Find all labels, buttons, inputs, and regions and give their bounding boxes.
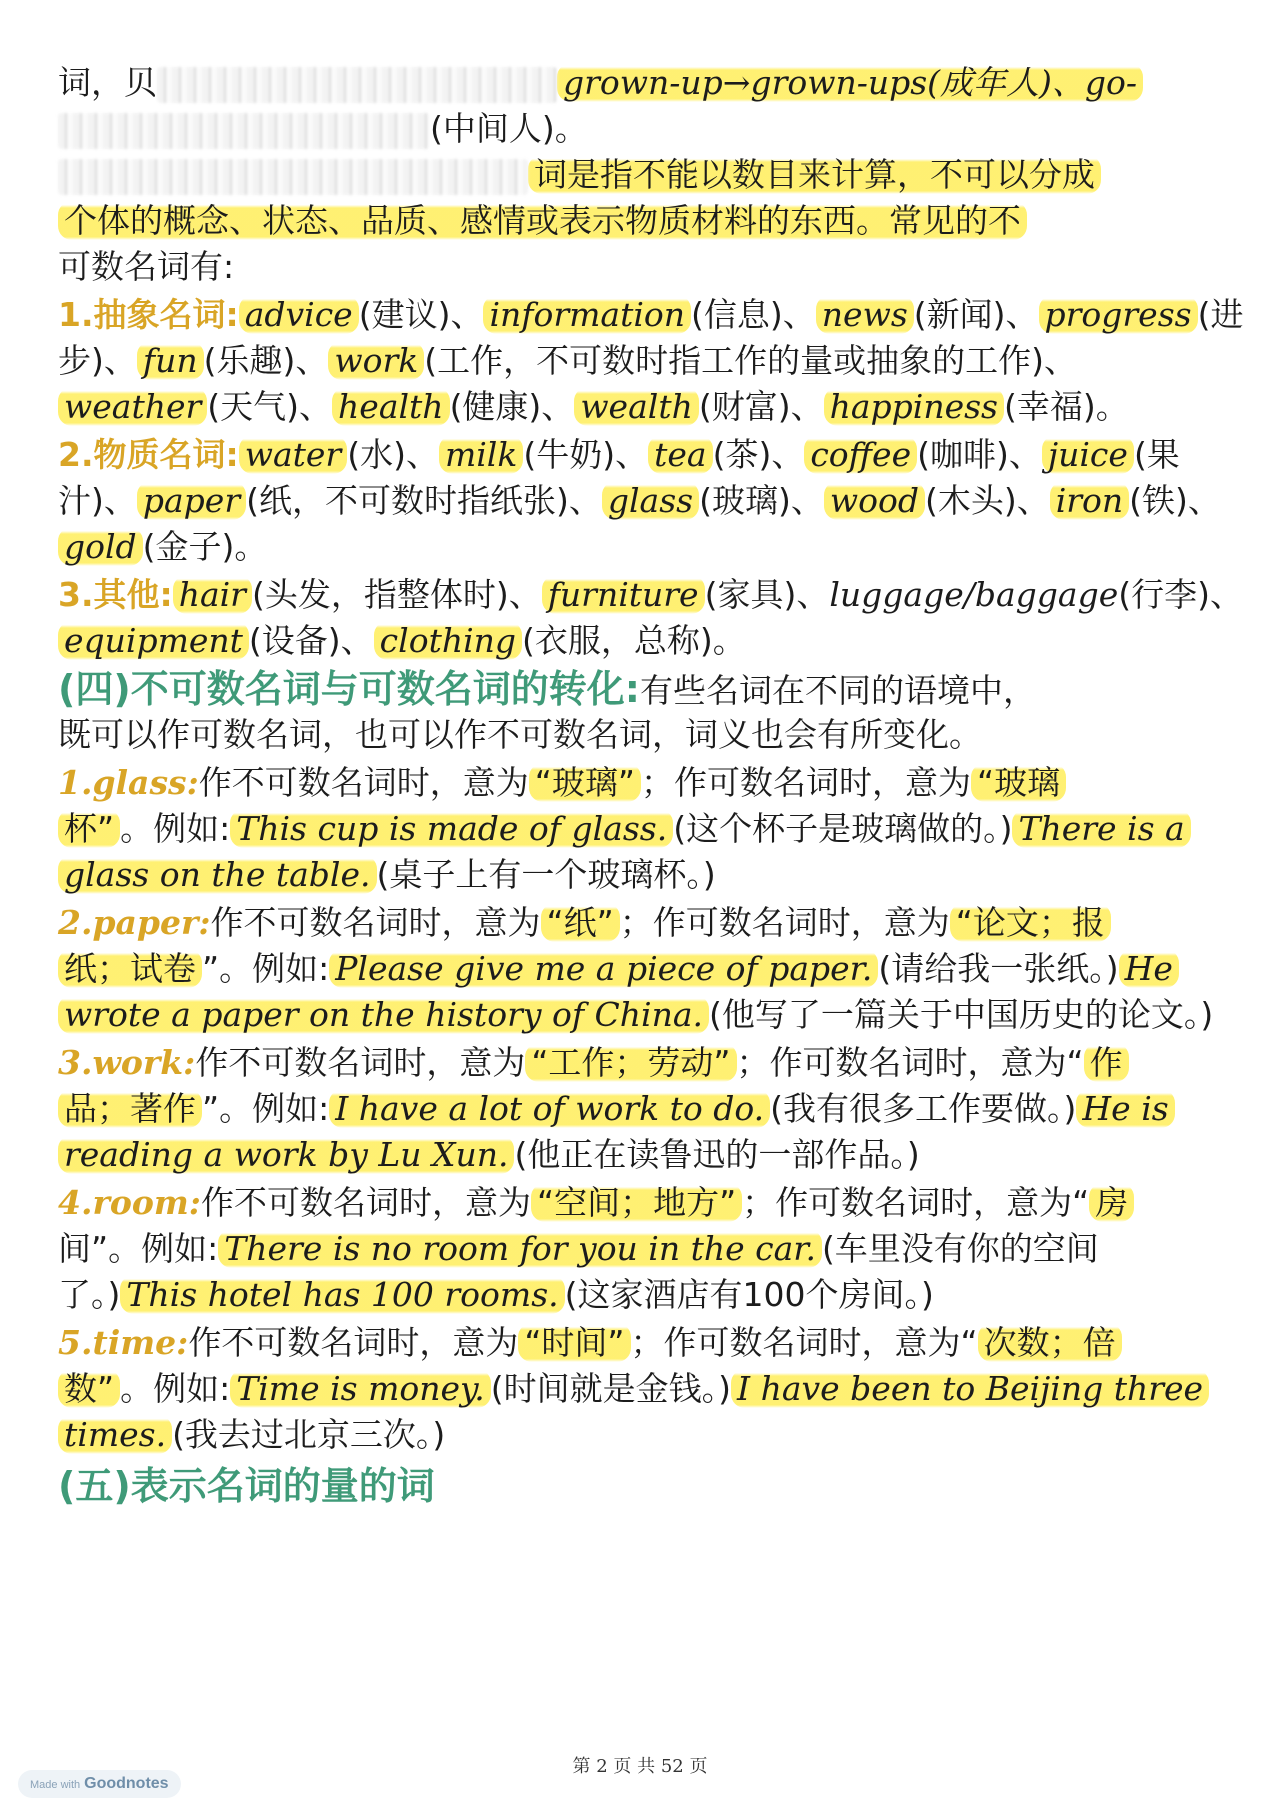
abstract-nouns-line [58, 290, 1244, 340]
example-highlight: Time is money. [230, 1369, 491, 1408]
translation-text: 了。) [58, 1275, 121, 1314]
word-highlight: paper [137, 481, 246, 520]
glass-entry [58, 758, 1228, 808]
word-highlight: information [483, 295, 691, 334]
text-fragment: (牛奶)、 [523, 435, 649, 474]
text-fragment: ；作可数名词时，意为 [619, 903, 950, 942]
glass-entry [58, 804, 1228, 854]
meaning-text: 间” [58, 1229, 109, 1268]
word-highlight: iron [1050, 481, 1129, 520]
word-highlight: coffee [804, 435, 917, 474]
entry-label: 4.room: [58, 1183, 201, 1222]
example-highlight: This hotel has 100 rooms. [120, 1275, 564, 1314]
text-fragment: 作不可数名词时，意为 [200, 1183, 531, 1222]
meaning-highlight: 杯” [58, 809, 120, 848]
material-nouns-line [58, 522, 1228, 572]
meaning-highlight: “时间” [518, 1323, 630, 1362]
text-fragment: (咖啡)、 [917, 435, 1042, 474]
room-entry [58, 1224, 1228, 1274]
text-fragment: 。例如: [120, 809, 231, 848]
text-fragment: (建议)、 [358, 295, 484, 334]
redacted-area [58, 159, 528, 195]
badge-brand: Goodnotes [84, 1775, 169, 1792]
word-highlight: wealth [574, 387, 699, 426]
section-number: 2.物质名词: [58, 435, 239, 474]
example-highlight: There is no room for you in the car. [218, 1229, 822, 1268]
text-fragment: 词，贝 [58, 63, 157, 102]
text-fragment: (设备)、 [248, 621, 374, 660]
text-fragment: 作不可数名词时，意为 [210, 903, 541, 942]
text-fragment: (玻璃)、 [699, 481, 824, 520]
example-highlight: There is a [1012, 809, 1190, 848]
text-line [58, 104, 1228, 154]
section-number: 3.其他: [58, 575, 173, 614]
text-line [58, 58, 1228, 108]
section-number: 1.抽象名词: [58, 295, 239, 334]
text-fragment: 有些名词在不同的语境中， [639, 671, 1036, 710]
meaning-highlight: 房 [1089, 1183, 1134, 1222]
translation-text: (这家酒店有100个房间。) [564, 1275, 934, 1314]
text-fragment: (健康)、 [449, 387, 575, 426]
translation-text: (我去过北京三次。) [172, 1415, 446, 1454]
text-fragment: (新闻)、 [913, 295, 1039, 334]
text-fragment: ；作可数名词时，意为“ [630, 1323, 978, 1362]
goodnotes-badge [18, 1770, 181, 1798]
meaning-highlight: “玻璃” [529, 763, 641, 802]
example-highlight: wrote a paper on the history of China. [58, 995, 709, 1034]
text-fragment: (家具)、 [704, 575, 830, 614]
text-fragment: ；作可数名词时，意为 [641, 763, 971, 802]
example-highlight: He is [1076, 1089, 1174, 1128]
entry-label: 2.paper: [58, 903, 211, 942]
text-fragment: (衣服，总称)。 [522, 621, 746, 660]
text-fragment: 可数名词有: [58, 247, 235, 286]
room-entry [58, 1270, 1228, 1320]
work-entry [58, 1130, 1228, 1180]
meaning-highlight: “纸” [541, 903, 620, 942]
translation-text: (他正在读鲁迅的一部作品。) [514, 1135, 920, 1174]
glass-entry [58, 850, 1228, 900]
text-fragment: (乐趣)、 [203, 341, 329, 380]
page-footer: 第 2 页 共 52 页 [572, 1756, 708, 1777]
word-highlight: glass [602, 481, 699, 520]
word-highlight: tea [648, 435, 712, 474]
meaning-highlight: “工作；劳动” [525, 1043, 736, 1082]
word-highlight: gold [58, 527, 143, 566]
text-fragment: 汁)、 [58, 481, 137, 520]
badge-made-with: Made with [30, 1779, 81, 1791]
word-highlight: health [332, 387, 450, 426]
text-fragment: 作不可数名词时，意为 [195, 1043, 526, 1082]
translation-text: (他写了一篇关于中国历史的论文。) [709, 995, 1214, 1034]
word-highlight: water [239, 435, 348, 474]
word-highlight: weather [58, 387, 207, 426]
text-fragment: (纸，不可数时指纸张)、 [246, 481, 602, 520]
text-fragment: 作不可数名词时，意为 [188, 1323, 519, 1362]
text-fragment: 作不可数名词时，意为 [198, 763, 529, 802]
example-highlight: Please give me a piece of paper. [329, 949, 878, 988]
entry-label: 5.time: [58, 1323, 189, 1362]
word-highlight: clothing [374, 621, 522, 660]
text-line [58, 150, 1228, 200]
translation-text: (我有很多工作要做。) [770, 1089, 1077, 1128]
work-entry [58, 1084, 1228, 1134]
word-highlight: wood [824, 481, 925, 520]
entry-label: 1.glass: [58, 763, 199, 802]
text-fragment: (行李)、 [1118, 575, 1243, 614]
word-text: luggage/baggage [829, 575, 1119, 614]
text-fragment: ；作可数名词时，意为“ [736, 1043, 1084, 1082]
text-fragment: (信息)、 [691, 295, 816, 334]
text-fragment: (工作，不可数时指工作的量或抽象的工作)、 [424, 341, 1077, 380]
text-fragment: 步)、 [58, 341, 137, 380]
word-highlight: progress [1039, 295, 1198, 334]
text-fragment: (木头)、 [924, 481, 1050, 520]
time-entry [58, 1410, 1228, 1460]
entry-label: 3.work: [58, 1043, 196, 1082]
abstract-nouns-line [58, 336, 1228, 386]
word-highlight: hair [173, 575, 252, 614]
translation-text: (时间就是金钱。) [490, 1369, 732, 1408]
meaning-highlight: 品；著作 [58, 1089, 202, 1128]
text-fragment: (铁)、 [1129, 481, 1221, 520]
text-fragment: (头发，指整体时)、 [251, 575, 542, 614]
word-highlight: juice [1042, 435, 1134, 474]
meaning-highlight: 纸；试卷 [58, 949, 202, 988]
word-highlight: furniture [542, 575, 705, 614]
section-heading-5 [58, 1458, 1228, 1516]
heading-label: (四)不可数名词与可数名词的转化: [58, 667, 640, 711]
time-entry [58, 1318, 1228, 1368]
meaning-highlight: “空间；地方” [531, 1183, 742, 1222]
meaning-highlight: “论文；报 [950, 903, 1111, 942]
example-highlight: times. [58, 1415, 172, 1454]
text-line [58, 710, 1228, 760]
other-nouns-line [58, 616, 1228, 666]
material-nouns-line [58, 430, 1228, 480]
text-line [58, 242, 1228, 292]
translation-text: (这个杯子是玻璃做的。) [673, 809, 1013, 848]
example-highlight: grown-up→grown-ups(成年人)、go- [557, 63, 1143, 102]
definition-highlight: 个体的概念、状态、品质、感情或表示物质材料的东西。常见的不 [58, 201, 1027, 240]
redacted-area [58, 113, 430, 149]
meaning-highlight: “玻璃 [971, 763, 1066, 802]
text-fragment: (幸福)。 [1003, 387, 1129, 426]
time-entry [58, 1364, 1228, 1414]
text-fragment: ；作可数名词时，意为“ [742, 1183, 1090, 1222]
text-fragment: (金子)。 [142, 527, 268, 566]
heading-label: (五)表示名词的量的词 [58, 1464, 435, 1508]
meaning-highlight: 数” [58, 1369, 120, 1408]
paper-entry [58, 944, 1228, 994]
translation-text: (桌子上有一个玻璃杯。) [376, 855, 716, 894]
text-fragment: (天气)、 [207, 387, 333, 426]
translation-text: (请给我一张纸。) [878, 949, 1119, 988]
translation-text: (车里没有你的空间 [821, 1229, 1099, 1268]
text-fragment: (茶)、 [712, 435, 805, 474]
text-fragment: (果 [1133, 435, 1180, 474]
example-highlight: He [1119, 949, 1179, 988]
paper-entry [58, 990, 1228, 1040]
definition-highlight: 词是指不能以数目来计算，不可以分成 [528, 155, 1101, 194]
other-nouns-line [58, 570, 1243, 620]
meaning-highlight: 作 [1084, 1043, 1129, 1082]
word-highlight: advice [239, 295, 359, 334]
text-fragment: ”。例如: [202, 949, 330, 988]
redacted-area [157, 67, 557, 103]
text-fragment: (财富)、 [698, 387, 824, 426]
word-highlight: fun [137, 341, 204, 380]
example-highlight: I have been to Beijing three [731, 1369, 1209, 1408]
word-highlight: milk [439, 435, 523, 474]
text-fragment: 。例如: [108, 1229, 219, 1268]
word-highlight: equipment [58, 621, 249, 660]
text-fragment: (中间人)。 [430, 109, 588, 148]
example-highlight: This cup is made of glass. [230, 809, 673, 848]
abstract-nouns-line [58, 382, 1228, 432]
meaning-highlight: 次数；倍 [978, 1323, 1122, 1362]
work-entry [58, 1038, 1228, 1088]
text-fragment: (进 [1197, 295, 1244, 334]
text-fragment: 既可以作可数名词，也可以作不可数名词，词义也会有所变化。 [58, 715, 982, 754]
example-highlight: I have a lot of work to do. [329, 1089, 770, 1128]
text-fragment: 。例如: [120, 1369, 231, 1408]
example-highlight: glass on the table. [58, 855, 377, 894]
paper-entry [58, 898, 1228, 948]
text-fragment: ”。例如: [202, 1089, 330, 1128]
word-highlight: work [328, 341, 424, 380]
example-highlight: reading a work by Lu Xun. [58, 1135, 514, 1174]
word-highlight: news [816, 295, 914, 334]
word-highlight: happiness [824, 387, 1004, 426]
room-entry [58, 1178, 1228, 1228]
text-fragment: (水)、 [347, 435, 439, 474]
material-nouns-line [58, 476, 1228, 526]
text-line [58, 196, 1228, 246]
